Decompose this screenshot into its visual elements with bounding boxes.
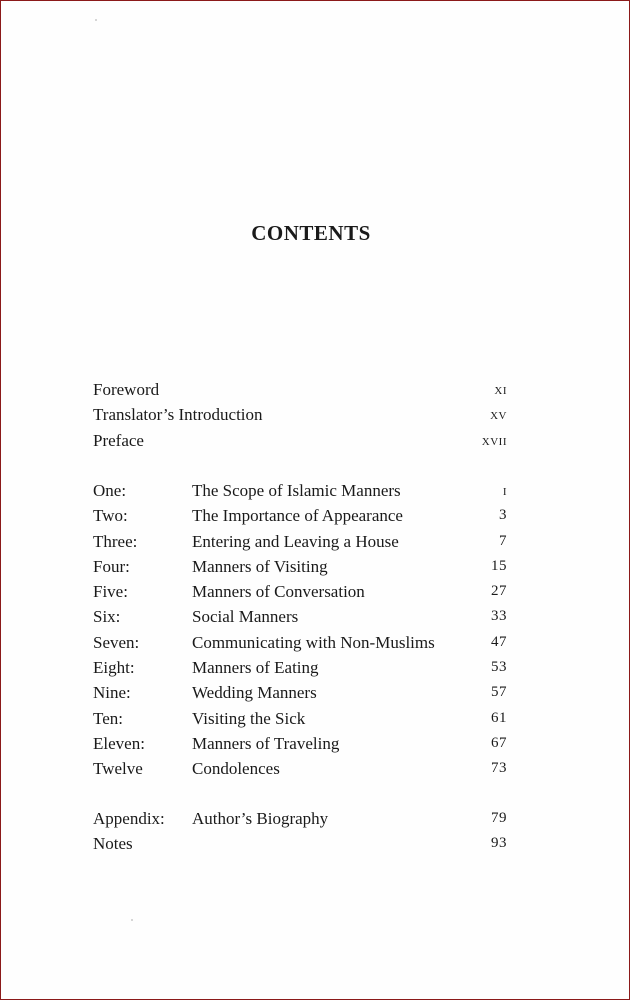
chapter-title: Manners of Conversation: [192, 582, 365, 602]
toc-entry[interactable]: [93, 756, 509, 781]
chapter-title: Social Manners: [192, 607, 299, 627]
chapter-number: Nine:: [93, 683, 131, 703]
toc-entry[interactable]: [93, 604, 509, 629]
entry-page: 57: [491, 684, 507, 701]
chapter-number: Eight:: [93, 658, 135, 678]
toc-entry[interactable]: [93, 402, 509, 427]
chapter-title: Wedding Manners: [192, 683, 317, 703]
entry-page: 73: [491, 760, 507, 777]
entry-page: 3: [499, 507, 507, 524]
chapter-number: One:: [93, 481, 127, 500]
toc-entry[interactable]: [93, 706, 509, 731]
entry-page: xi: [494, 381, 507, 398]
chapter-number: Ten:: [93, 708, 123, 728]
entry-page: 79: [491, 810, 507, 826]
entry-page: 33: [491, 608, 507, 625]
entry-page: 67: [491, 734, 507, 751]
chapter-title: Visiting the Sick: [192, 708, 306, 728]
toc-entry[interactable]: [93, 831, 509, 856]
page-title: CONTENTS: [251, 221, 371, 245]
front-matter-list: [93, 377, 509, 453]
section-label: Notes: [93, 834, 133, 854]
chapter-list: [93, 478, 509, 782]
chapter-title: The Scope of Islamic Manners: [192, 481, 401, 500]
entry-page: 7: [499, 532, 507, 549]
paper-speck: [95, 19, 97, 21]
section-label: Appendix:: [93, 809, 165, 828]
toc-entry[interactable]: [93, 630, 509, 655]
toc-entry[interactable]: [93, 655, 509, 680]
chapter-number: Six:: [93, 607, 121, 627]
chapter-title: Communicating with Non-Muslims: [192, 632, 435, 652]
chapter-number: Eleven:: [93, 733, 145, 753]
entry-title: Translator’s Introduction: [93, 405, 263, 425]
entry-page: xvii: [481, 431, 507, 449]
chapter-title: Condolences: [192, 759, 280, 779]
entry-title: Foreword: [93, 380, 160, 399]
toc-entry[interactable]: [93, 806, 509, 831]
chapter-number: Five:: [93, 582, 128, 602]
entry-page: 53: [491, 659, 507, 676]
entry-page: 27: [491, 583, 507, 600]
toc-entry[interactable]: [93, 554, 509, 579]
chapter-number: Three:: [93, 531, 138, 551]
toc-entry[interactable]: [93, 428, 509, 453]
toc-entry[interactable]: [93, 579, 509, 604]
chapter-number: Seven:: [93, 632, 140, 652]
chapter-title: Manners of Visiting: [192, 556, 328, 576]
entry-page: i: [502, 482, 507, 499]
entry-page: 47: [491, 633, 507, 650]
chapter-title: Manners of Traveling: [192, 733, 340, 753]
entry-page: 93: [491, 835, 507, 852]
chapter-title: Manners of Eating: [192, 658, 319, 678]
toc-entry[interactable]: [93, 529, 509, 554]
section-title: Author’s Biography: [192, 809, 329, 828]
entry-title: Preface: [93, 430, 144, 450]
entry-page: 61: [491, 709, 507, 726]
paper-speck: [131, 919, 133, 921]
chapter-number: Twelve: [93, 759, 143, 779]
back-matter-list: [93, 806, 509, 857]
toc-entry[interactable]: [93, 731, 509, 756]
chapter-title: The Importance of Appearance: [192, 506, 403, 526]
chapter-number: Two:: [93, 506, 128, 526]
chapter-number: Four:: [93, 556, 130, 576]
toc-entry[interactable]: [93, 377, 509, 402]
entry-page: xv: [490, 406, 507, 424]
entry-page: 15: [491, 557, 507, 574]
chapter-title: Entering and Leaving a House: [192, 531, 399, 551]
toc-entry[interactable]: [93, 503, 509, 528]
toc-entry[interactable]: [93, 478, 509, 503]
toc-entry[interactable]: [93, 680, 509, 705]
